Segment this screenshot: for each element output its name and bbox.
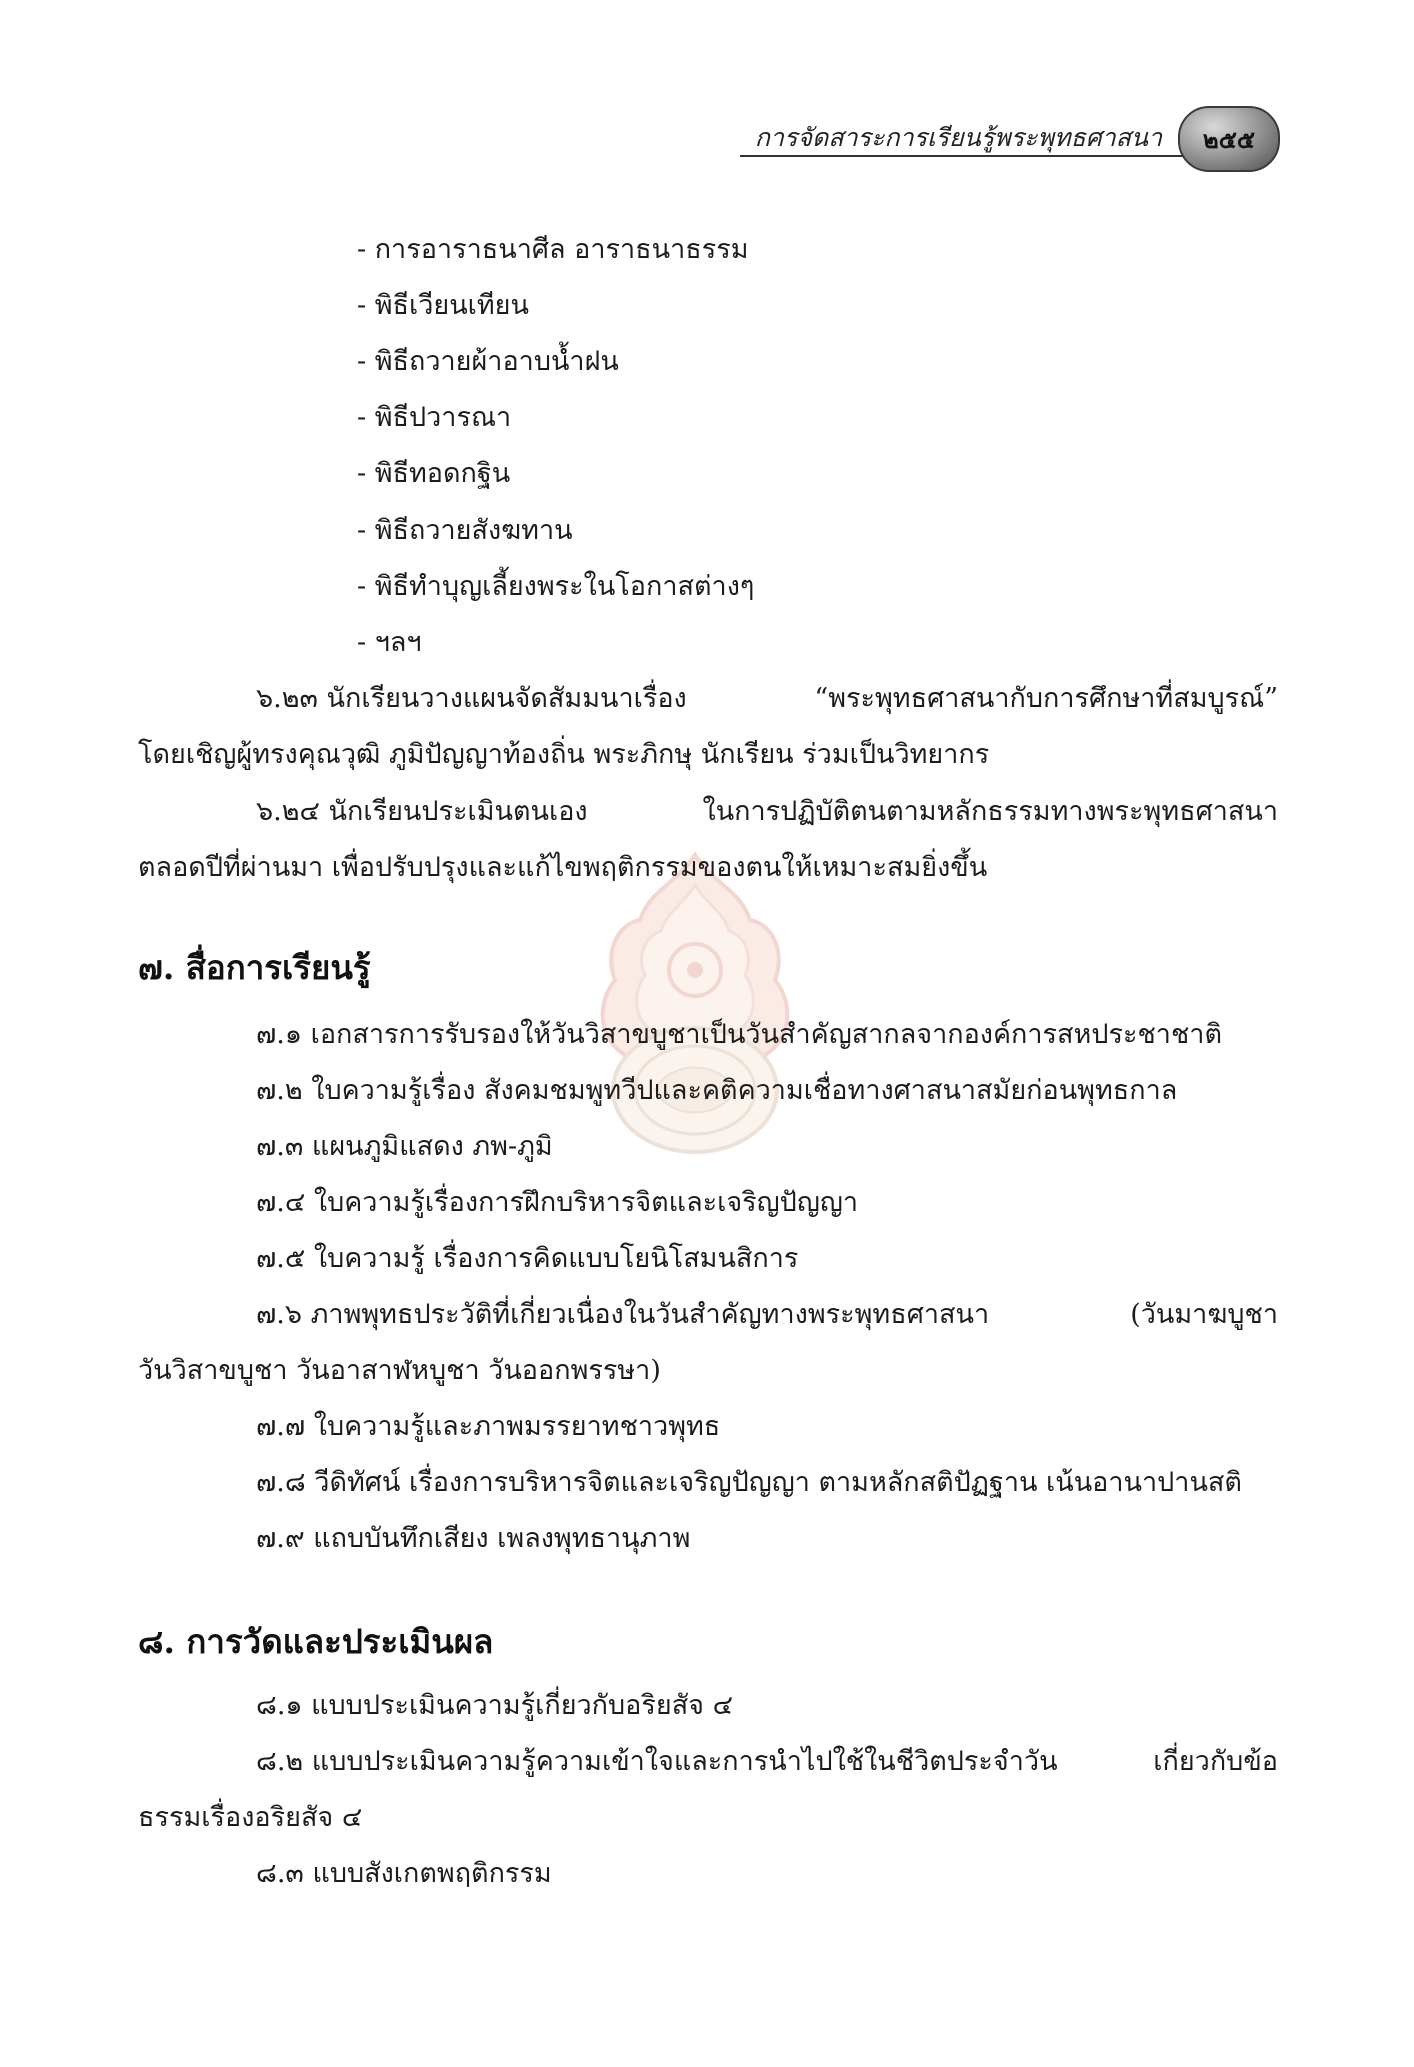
ceremony-item: - ฯลฯ	[357, 627, 422, 658]
media-item-6-line2: วันวิสาขบูชา วันอาสาฬหบูชา วันออกพรรษา)	[138, 1355, 661, 1386]
evaluation-item-2-line2: ธรรมเรื่องอริยสัจ ๔	[138, 1802, 363, 1833]
media-item: ๗.๕ ใบความรู้ เรื่องการคิดแบบโยนิโสมนสิการ	[256, 1243, 799, 1274]
media-item: ๗.๘ วีดิทัศน์ เรื่องการบริหารจิตและเจริญปัญญา ตามหลักสติปัฏฐาน เน้นอานาปานสติ	[256, 1467, 1242, 1498]
section-8-heading: ๘. การวัดและประเมินผล	[138, 1622, 494, 1661]
activity-623-line1	[256, 682, 1278, 716]
media-item: ๗.๑ เอกสารการรับรองให้วันวิสาขบูชาเป็นวันสำคัญสากลจากองค์การสหประชาชาติ	[256, 1019, 1222, 1050]
media-item: ๗.๓ แผนภูมิแสดง ภพ-ภูมิ	[256, 1131, 553, 1162]
evaluation-item: ๘.๓ แบบสังเกตพฤติกรรม	[256, 1858, 552, 1889]
page-number-badge	[1178, 106, 1280, 172]
media-item-6	[256, 1298, 1278, 1332]
media-item-6-text-cont: (วันมาฆบูชา	[1130, 1299, 1278, 1330]
activity-623-text: ๖.๒๓ นักเรียนวางแผนจัดสัมมนาเรื่อง	[256, 683, 687, 714]
ceremony-item: - พิธีถวายสังฆทาน	[357, 515, 573, 546]
ceremony-item: - พิธีถวายผ้าอาบน้ำฝน	[357, 346, 619, 377]
evaluation-item-2	[256, 1745, 1278, 1779]
header-title: การจัดสาระการเรียนรู้พระพุทธศาสนา	[754, 123, 1162, 152]
page-number: ๒๕๕	[1202, 125, 1256, 154]
header-rule	[740, 155, 1200, 157]
ceremony-item: - การอาราธนาศีล อาราธนาธรรม	[357, 234, 749, 265]
activity-624-text-cont: ในการปฏิบัติตนตามหลักธรรมทางพระพุทธศาสนา	[702, 796, 1278, 827]
activity-623-line2: โดยเชิญผู้ทรงคุณวุฒิ ภูมิปัญญาท้องถิ่น พระภิกษุ นักเรียน ร่วมเป็นวิทยากร	[138, 739, 990, 770]
media-item-6-text: ๗.๖ ภาพพุทธประวัติที่เกี่ยวเนื่องในวันสำคัญทางพระพุทธศาสนา	[256, 1299, 990, 1330]
evaluation-item-2-text-cont: เกี่ยวกับข้อ	[1153, 1746, 1278, 1777]
activity-624-line1	[256, 795, 1278, 829]
media-item: ๗.๔ ใบความรู้เรื่องการฝึกบริหารจิตและเจริญปัญญา	[256, 1187, 858, 1218]
activity-624-text: ๖.๒๔ นักเรียนประเมินตนเอง	[256, 796, 588, 827]
media-item: ๗.๒ ใบความรู้เรื่อง สังคมชมพูทวีปและคติความเชื่อทางศาสนาสมัยก่อนพุทธกาล	[256, 1075, 1178, 1106]
ceremony-item: - พิธีปวารณา	[357, 402, 512, 433]
ceremony-item: - พิธีเวียนเทียน	[357, 290, 529, 321]
evaluation-item-2-text: ๘.๒ แบบประเมินความรู้ความเข้าใจและการนำไปใช้ในชีวิตประจำวัน	[256, 1746, 1058, 1777]
evaluation-item: ๘.๑ แบบประเมินความรู้เกี่ยวกับอริยสัจ ๔	[256, 1690, 734, 1721]
ceremony-item: - พิธีทอดกฐิน	[357, 458, 511, 489]
ceremony-item: - พิธีทำบุญเลี้ยงพระในโอกาสต่างๆ	[357, 571, 755, 602]
media-item: ๗.๙ แถบบันทึกเสียง เพลงพุทธานุภาพ	[256, 1523, 691, 1554]
activity-623-topic: “พระพุทธศาสนากับการศึกษาที่สมบูรณ์”	[814, 683, 1278, 714]
running-header	[700, 100, 1280, 174]
activity-624-line2: ตลอดปีที่ผ่านมา เพื่อปรับปรุงและแก้ไขพฤติกรรมของตนให้เหมาะสมยิ่งขึ้น	[138, 852, 988, 883]
media-item: ๗.๗ ใบความรู้และภาพมรรยาทชาวพุทธ	[256, 1411, 721, 1442]
section-7-heading: ๗. สื่อการเรียนรู้	[138, 948, 371, 987]
seal-watermark-icon	[555, 845, 835, 1175]
